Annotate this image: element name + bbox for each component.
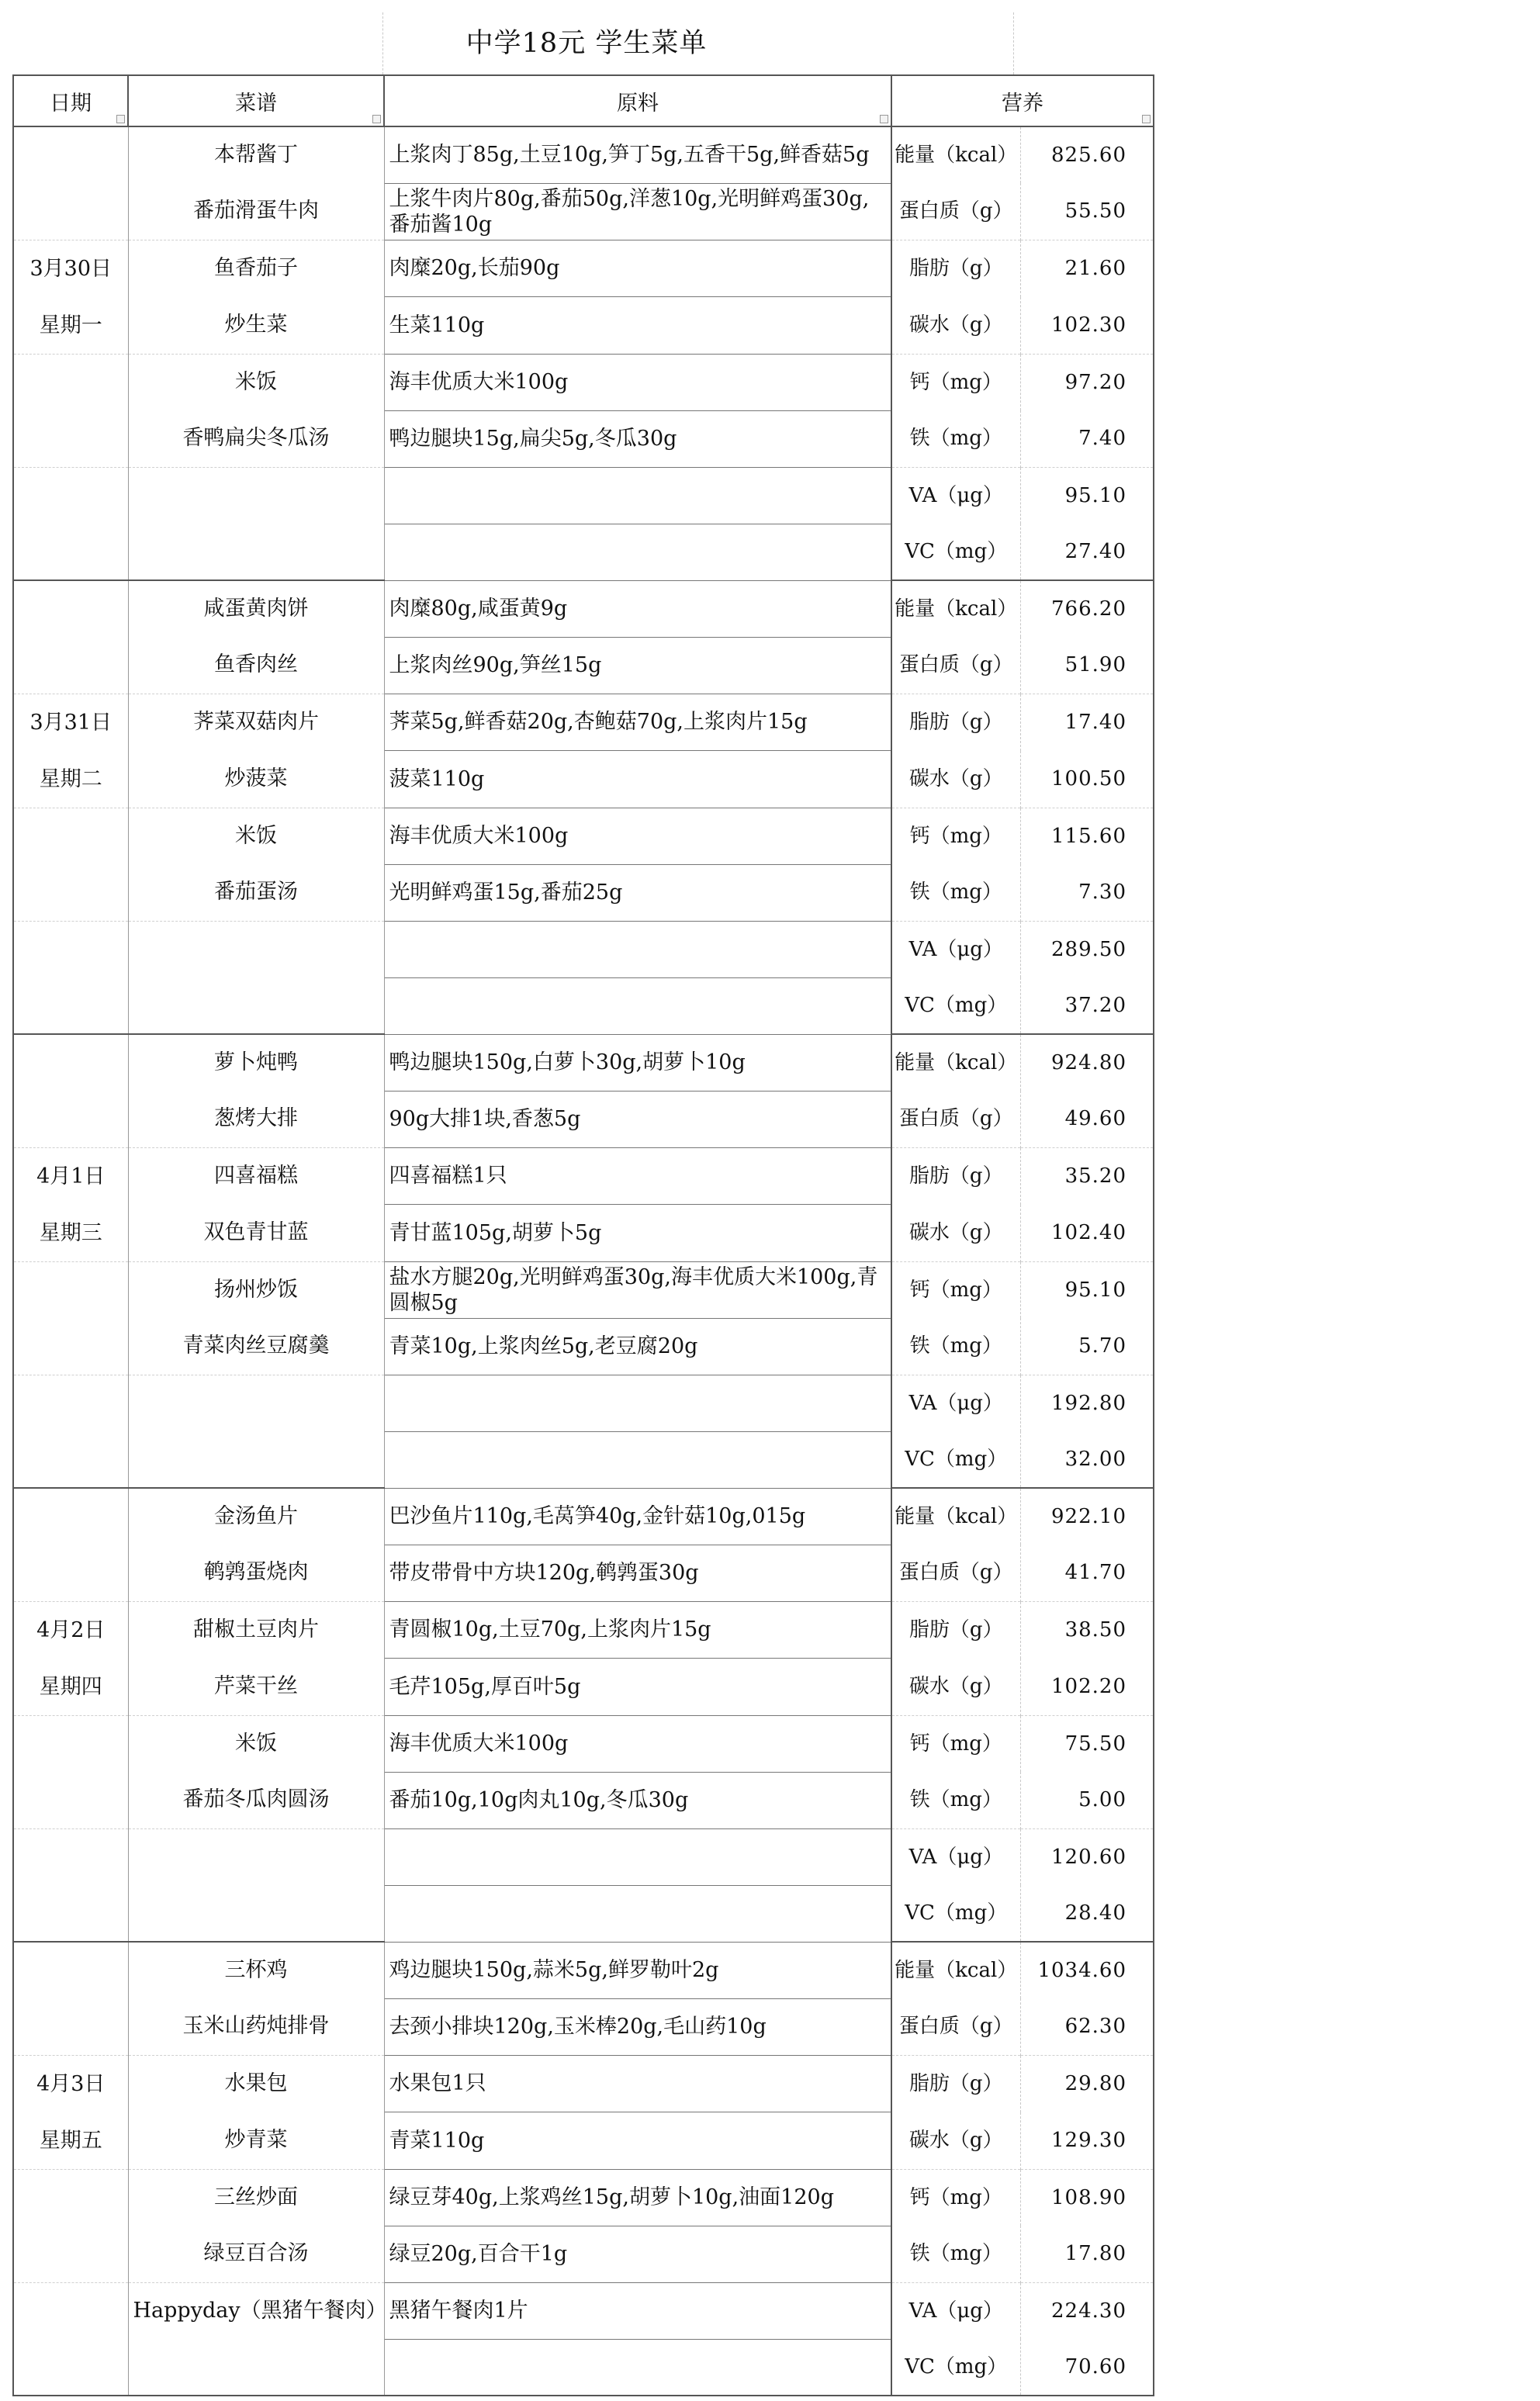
material-cell[interactable]: 绿豆20g,百合干1g — [384, 2226, 891, 2282]
weekday-cell[interactable]: 星期一 — [13, 297, 128, 355]
table-row — [13, 1942, 1154, 1998]
weekday-cell[interactable]: 星期四 — [13, 1659, 128, 1716]
table-row — [13, 524, 1154, 580]
nutrient-value-cell[interactable]: 27.40 — [1020, 524, 1154, 580]
dish-cell[interactable]: 番茄滑蛋牛肉 — [128, 183, 384, 240]
dish-cell[interactable] — [128, 977, 384, 1034]
nutrient-label-cell[interactable]: VC（mg） — [891, 2339, 1020, 2396]
nutrient-value-cell[interactable]: 102.30 — [1020, 297, 1154, 355]
material-cell[interactable]: 青菜10g,上浆肉丝5g,老豆腐20g — [384, 1318, 891, 1375]
weekday-cell[interactable]: 星期二 — [13, 751, 128, 808]
table-row — [13, 1431, 1154, 1488]
dish-cell[interactable]: 米饭 — [128, 1715, 384, 1772]
date-cell[interactable] — [13, 1431, 128, 1488]
dish-cell[interactable]: 三丝炒面 — [128, 2169, 384, 2226]
nutrient-label-cell[interactable]: 脂肪（g） — [891, 694, 1020, 751]
material-cell[interactable]: 青圆椒10g,土豆70g,上浆肉片15g — [384, 1601, 891, 1659]
nutrient-label-cell[interactable]: 碳水（g） — [891, 2112, 1020, 2170]
dish-cell[interactable]: 咸蛋黄肉饼 — [128, 580, 384, 637]
dish-cell[interactable]: 扬州炒饭 — [128, 1261, 384, 1318]
nutrient-label-cell[interactable]: 铁（mg） — [891, 864, 1020, 921]
material-cell[interactable]: 上浆肉丁85g,土豆10g,笋丁5g,五香干5g,鲜香菇5g — [384, 126, 891, 183]
date-cell[interactable] — [13, 1715, 128, 1772]
nutrient-value-cell[interactable]: 129.30 — [1020, 2112, 1154, 2170]
material-cell[interactable]: 番茄10g,10g肉丸10g,冬瓜30g — [384, 1772, 891, 1828]
dish-cell[interactable]: 青菜肉丝豆腐羹 — [128, 1318, 384, 1375]
date-cell[interactable] — [13, 1545, 128, 1601]
material-cell[interactable] — [384, 1828, 891, 1885]
material-cell[interactable] — [384, 1885, 891, 1942]
date-cell[interactable] — [13, 580, 128, 637]
material-cell[interactable]: 海丰优质大米100g — [384, 354, 891, 410]
date-cell[interactable] — [13, 637, 128, 694]
nutrient-value-cell[interactable]: 7.30 — [1020, 864, 1154, 921]
material-cell[interactable]: 青菜110g — [384, 2112, 891, 2170]
nutrient-label-cell[interactable]: 能量（kcal） — [891, 1034, 1020, 1091]
nutrient-value-cell[interactable]: 29.80 — [1020, 2055, 1154, 2112]
cell-divider — [1013, 12, 1014, 74]
nutrient-label-cell[interactable]: 脂肪（g） — [891, 1147, 1020, 1205]
nutrient-value-cell[interactable]: 37.20 — [1020, 977, 1154, 1034]
nutrient-value-cell[interactable]: 1034.60 — [1020, 1942, 1154, 1998]
dish-cell[interactable] — [128, 921, 384, 977]
dish-cell[interactable]: 四喜福糕 — [128, 1147, 384, 1205]
header-row — [13, 75, 1154, 126]
nutrient-label-cell[interactable]: 碳水（g） — [891, 1659, 1020, 1716]
table-row — [13, 2282, 1154, 2339]
material-cell[interactable]: 鸡边腿块150g,蒜米5g,鲜罗勒叶2g — [384, 1942, 891, 1998]
nutrient-label-cell[interactable]: VA（μg） — [891, 2282, 1020, 2339]
header-material-label: 原料 — [617, 91, 659, 116]
nutrient-label-cell[interactable]: VA（μg） — [891, 1828, 1020, 1885]
menu-body — [13, 126, 1154, 2396]
nutrient-value-cell[interactable]: 41.70 — [1020, 1545, 1154, 1601]
nutrient-value-cell[interactable]: 5.00 — [1020, 1772, 1154, 1828]
date-cell[interactable] — [13, 2339, 128, 2396]
dish-cell[interactable]: 葱烤大排 — [128, 1091, 384, 1147]
dish-cell[interactable]: 本帮酱丁 — [128, 126, 384, 183]
dish-cell[interactable] — [128, 1828, 384, 1885]
material-cell[interactable] — [384, 467, 891, 524]
table-row — [13, 751, 1154, 808]
date-cell[interactable]: 3月30日 — [13, 240, 128, 297]
table-row — [13, 410, 1154, 467]
date-cell[interactable]: 4月3日 — [13, 2055, 128, 2112]
table-row — [13, 240, 1154, 297]
table-row — [13, 467, 1154, 524]
material-cell[interactable]: 绿豆芽40g,上浆鸡丝15g,胡萝卜10g,油面120g — [384, 2169, 891, 2226]
date-cell[interactable] — [13, 2282, 128, 2339]
material-cell[interactable]: 四喜福糕1只 — [384, 1147, 891, 1205]
dish-cell[interactable]: 鱼香肉丝 — [128, 637, 384, 694]
nutrient-label-cell[interactable]: 钙（mg） — [891, 2169, 1020, 2226]
table-row — [13, 2339, 1154, 2396]
dish-cell[interactable]: 甜椒土豆肉片 — [128, 1601, 384, 1659]
nutrient-label-cell[interactable]: 能量（kcal） — [891, 126, 1020, 183]
nutrient-value-cell[interactable]: 17.80 — [1020, 2226, 1154, 2282]
material-cell[interactable]: 去颈小排块120g,玉米棒20g,毛山药10g — [384, 1998, 891, 2055]
nutrient-value-cell[interactable]: 924.80 — [1020, 1034, 1154, 1091]
material-cell[interactable]: 黑猪午餐肉1片 — [384, 2282, 891, 2339]
dish-cell[interactable] — [128, 1885, 384, 1942]
nutrient-label-cell[interactable]: 铁（mg） — [891, 1318, 1020, 1375]
dish-cell[interactable]: 金汤鱼片 — [128, 1488, 384, 1545]
table-row — [13, 977, 1154, 1034]
table-row — [13, 1034, 1154, 1091]
page-title: 中学18元 学生菜单 — [465, 28, 708, 59]
table-row — [13, 126, 1154, 183]
nutrient-value-cell[interactable]: 35.20 — [1020, 1147, 1154, 1205]
table-row — [13, 1205, 1154, 1262]
table-row — [13, 1261, 1154, 1318]
nutrient-label-cell[interactable]: 脂肪（g） — [891, 2055, 1020, 2112]
nutrient-label-cell[interactable]: VA（μg） — [891, 921, 1020, 977]
date-cell[interactable] — [13, 921, 128, 977]
nutrient-label-cell[interactable]: VC（mg） — [891, 1885, 1020, 1942]
nutrient-label-cell[interactable]: 蛋白质（g） — [891, 637, 1020, 694]
date-cell[interactable] — [13, 2226, 128, 2282]
material-cell[interactable]: 毛芹105g,厚百叶5g — [384, 1659, 891, 1716]
table-row — [13, 183, 1154, 240]
material-cell[interactable]: 鸭边腿块150g,白萝卜30g,胡萝卜10g — [384, 1034, 891, 1091]
dish-cell[interactable] — [128, 467, 384, 524]
table-row — [13, 1601, 1154, 1659]
material-cell[interactable]: 海丰优质大米100g — [384, 1715, 891, 1772]
nutrient-value-cell[interactable]: 97.20 — [1020, 354, 1154, 410]
table-row — [13, 1545, 1154, 1601]
date-cell[interactable] — [13, 977, 128, 1034]
material-cell[interactable]: 盐水方腿20g,光明鲜鸡蛋30g,海丰优质大米100g,青圆椒5g — [384, 1261, 891, 1318]
nutrient-value-cell[interactable]: 21.60 — [1020, 240, 1154, 297]
date-cell[interactable] — [13, 183, 128, 240]
table-row — [13, 694, 1154, 751]
nutrient-value-cell[interactable]: 766.20 — [1020, 580, 1154, 637]
dish-cell[interactable]: 炒生菜 — [128, 297, 384, 355]
dish-cell[interactable]: 番茄蛋汤 — [128, 864, 384, 921]
table-row — [13, 1375, 1154, 1431]
filter-dropdown-icon[interactable] — [116, 115, 125, 123]
date-cell[interactable]: 3月31日 — [13, 694, 128, 751]
nutrient-label-cell[interactable]: 脂肪（g） — [891, 240, 1020, 297]
nutrient-label-cell[interactable]: 蛋白质（g） — [891, 1998, 1020, 2055]
nutrient-value-cell[interactable]: 120.60 — [1020, 1828, 1154, 1885]
nutrient-value-cell[interactable]: 192.80 — [1020, 1375, 1154, 1431]
menu-sheet — [12, 12, 1154, 2396]
material-cell[interactable]: 带皮带骨中方块120g,鹌鹑蛋30g — [384, 1545, 891, 1601]
dish-cell[interactable]: 米饭 — [128, 354, 384, 410]
material-cell[interactable] — [384, 2339, 891, 2396]
material-cell[interactable]: 青甘蓝105g,胡萝卜5g — [384, 1205, 891, 1262]
nutrient-label-cell[interactable]: 铁（mg） — [891, 410, 1020, 467]
nutrient-value-cell[interactable]: 55.50 — [1020, 183, 1154, 240]
table-row — [13, 1998, 1154, 2055]
nutrient-label-cell[interactable]: 碳水（g） — [891, 1205, 1020, 1262]
material-cell[interactable]: 肉糜80g,咸蛋黄9g — [384, 580, 891, 637]
title-row — [12, 12, 1153, 74]
table-row — [13, 1659, 1154, 1716]
date-cell[interactable] — [13, 864, 128, 921]
material-cell[interactable] — [384, 1375, 891, 1431]
nutrient-label-cell[interactable]: VA（μg） — [891, 1375, 1020, 1431]
nutrient-value-cell[interactable]: 100.50 — [1020, 751, 1154, 808]
date-cell[interactable]: 4月2日 — [13, 1601, 128, 1659]
table-row — [13, 1715, 1154, 1772]
dish-cell[interactable]: 水果包 — [128, 2055, 384, 2112]
material-cell[interactable]: 肉糜20g,长茄90g — [384, 240, 891, 297]
nutrient-label-cell[interactable]: VC（mg） — [891, 1431, 1020, 1488]
table-row — [13, 580, 1154, 637]
material-cell[interactable] — [384, 524, 891, 580]
date-cell[interactable] — [13, 1998, 128, 2055]
dish-cell[interactable]: 玉米山药炖排骨 — [128, 1998, 384, 2055]
nutrient-value-cell[interactable]: 51.90 — [1020, 637, 1154, 694]
dish-cell[interactable]: 米饭 — [128, 808, 384, 864]
nutrient-label-cell[interactable]: 蛋白质（g） — [891, 183, 1020, 240]
nutrient-label-cell[interactable]: VC（mg） — [891, 524, 1020, 580]
filter-dropdown-icon[interactable] — [372, 115, 381, 123]
cell-divider — [382, 12, 383, 74]
table-row — [13, 637, 1154, 694]
date-cell[interactable] — [13, 1828, 128, 1885]
dish-cell[interactable] — [128, 2339, 384, 2396]
dish-cell[interactable]: 炒菠菜 — [128, 751, 384, 808]
nutrient-label-cell[interactable]: 蛋白质（g） — [891, 1091, 1020, 1147]
material-cell[interactable]: 水果包1只 — [384, 2055, 891, 2112]
nutrient-value-cell[interactable]: 825.60 — [1020, 126, 1154, 183]
table-row — [13, 2226, 1154, 2282]
header-nutrition[interactable] — [891, 75, 1154, 126]
nutrient-label-cell[interactable]: 碳水（g） — [891, 297, 1020, 355]
table-row — [13, 2112, 1154, 2170]
table-row — [13, 2055, 1154, 2112]
table-row — [13, 1091, 1154, 1147]
date-cell[interactable] — [13, 524, 128, 580]
material-cell[interactable]: 90g大排1块,香葱5g — [384, 1091, 891, 1147]
material-cell[interactable] — [384, 1431, 891, 1488]
material-cell[interactable]: 光明鲜鸡蛋15g,番茄25g — [384, 864, 891, 921]
dish-cell[interactable]: 鱼香茄子 — [128, 240, 384, 297]
dish-cell[interactable]: 三杯鸡 — [128, 1942, 384, 1998]
nutrient-value-cell[interactable]: 115.60 — [1020, 808, 1154, 864]
nutrient-label-cell[interactable]: 能量（kcal） — [891, 1942, 1020, 1998]
dish-cell[interactable]: 番茄冬瓜肉圆汤 — [128, 1772, 384, 1828]
material-cell[interactable]: 上浆肉丝90g,笋丝15g — [384, 637, 891, 694]
material-cell[interactable] — [384, 921, 891, 977]
dish-cell[interactable]: 炒青菜 — [128, 2112, 384, 2170]
date-cell[interactable] — [13, 410, 128, 467]
date-cell[interactable]: 4月1日 — [13, 1147, 128, 1205]
nutrient-value-cell[interactable]: 7.40 — [1020, 410, 1154, 467]
date-cell[interactable] — [13, 1942, 128, 1998]
material-cell[interactable] — [384, 977, 891, 1034]
date-cell[interactable] — [13, 1261, 128, 1318]
nutrient-value-cell[interactable]: 95.10 — [1020, 467, 1154, 524]
weekday-cell[interactable]: 星期五 — [13, 2112, 128, 2170]
date-cell[interactable] — [13, 126, 128, 183]
dish-cell[interactable] — [128, 524, 384, 580]
table-row — [13, 1885, 1154, 1942]
table-row — [13, 1488, 1154, 1545]
dish-cell[interactable]: 鹌鹑蛋烧肉 — [128, 1545, 384, 1601]
dish-cell[interactable]: 芹菜干丝 — [128, 1659, 384, 1716]
header-dish[interactable] — [128, 75, 384, 126]
nutrient-label-cell[interactable]: 钙（mg） — [891, 1715, 1020, 1772]
nutrient-value-cell[interactable]: 32.00 — [1020, 1431, 1154, 1488]
nutrient-label-cell[interactable]: 铁（mg） — [891, 2226, 1020, 2282]
material-cell[interactable]: 上浆牛肉片80g,番茄50g,洋葱10g,光明鲜鸡蛋30g,番茄酱10g — [384, 183, 891, 240]
date-cell[interactable] — [13, 1772, 128, 1828]
date-cell[interactable] — [13, 1488, 128, 1545]
header-date-label: 日期 — [50, 91, 92, 116]
nutrient-label-cell[interactable]: 能量（kcal） — [891, 1488, 1020, 1545]
nutrient-value-cell[interactable]: 224.30 — [1020, 2282, 1154, 2339]
nutrient-value-cell[interactable]: 102.20 — [1020, 1659, 1154, 1716]
nutrient-value-cell[interactable]: 102.40 — [1020, 1205, 1154, 1262]
material-cell[interactable]: 鸭边腿块15g,扁尖5g,冬瓜30g — [384, 410, 891, 467]
nutrient-label-cell[interactable]: 铁（mg） — [891, 1772, 1020, 1828]
nutrient-label-cell[interactable]: 脂肪（g） — [891, 1601, 1020, 1659]
material-cell[interactable]: 菠菜110g — [384, 751, 891, 808]
dish-cell[interactable]: 绿豆百合汤 — [128, 2226, 384, 2282]
dish-cell[interactable]: 香鸭扁尖冬瓜汤 — [128, 410, 384, 467]
nutrient-value-cell[interactable]: 75.50 — [1020, 1715, 1154, 1772]
table-row — [13, 1772, 1154, 1828]
menu-table — [12, 74, 1154, 2396]
dish-cell[interactable]: Happyday（黑猪午餐肉） — [128, 2282, 384, 2339]
nutrient-value-cell[interactable]: 108.90 — [1020, 2169, 1154, 2226]
header-date[interactable] — [13, 75, 128, 126]
nutrient-value-cell[interactable]: 62.30 — [1020, 1998, 1154, 2055]
nutrient-label-cell[interactable]: VA（μg） — [891, 467, 1020, 524]
header-nutrition-label: 营养 — [1002, 91, 1043, 116]
nutrient-label-cell[interactable]: 蛋白质（g） — [891, 1545, 1020, 1601]
date-cell[interactable] — [13, 2169, 128, 2226]
date-cell[interactable] — [13, 467, 128, 524]
nutrient-label-cell[interactable]: 能量（kcal） — [891, 580, 1020, 637]
date-cell[interactable] — [13, 1375, 128, 1431]
nutrient-label-cell[interactable]: 钙（mg） — [891, 808, 1020, 864]
nutrient-value-cell[interactable]: 70.60 — [1020, 2339, 1154, 2396]
filter-dropdown-icon[interactable] — [1142, 115, 1151, 123]
table-row — [13, 921, 1154, 977]
date-cell[interactable] — [13, 1885, 128, 1942]
date-cell[interactable] — [13, 808, 128, 864]
nutrient-value-cell[interactable]: 289.50 — [1020, 921, 1154, 977]
nutrient-label-cell[interactable]: 钙（mg） — [891, 354, 1020, 410]
material-cell[interactable]: 巴沙鱼片110g,毛莴笋40g,金针菇10g,015g — [384, 1488, 891, 1545]
nutrient-value-cell[interactable]: 95.10 — [1020, 1261, 1154, 1318]
dish-cell[interactable] — [128, 1375, 384, 1431]
nutrient-value-cell[interactable]: 49.60 — [1020, 1091, 1154, 1147]
nutrient-value-cell[interactable]: 28.40 — [1020, 1885, 1154, 1942]
date-cell[interactable] — [13, 1034, 128, 1091]
nutrient-value-cell[interactable]: 17.40 — [1020, 694, 1154, 751]
nutrient-value-cell[interactable]: 922.10 — [1020, 1488, 1154, 1545]
nutrient-label-cell[interactable]: VC（mg） — [891, 977, 1020, 1034]
dish-cell[interactable] — [128, 1431, 384, 1488]
dish-cell[interactable]: 萝卜炖鸭 — [128, 1034, 384, 1091]
filter-dropdown-icon[interactable] — [880, 115, 888, 123]
table-row — [13, 297, 1154, 355]
material-cell[interactable]: 生菜110g — [384, 297, 891, 355]
nutrient-label-cell[interactable]: 碳水（g） — [891, 751, 1020, 808]
header-material[interactable] — [384, 75, 891, 126]
date-cell[interactable] — [13, 354, 128, 410]
material-cell[interactable]: 荠菜5g,鲜香菇20g,杏鲍菇70g,上浆肉片15g — [384, 694, 891, 751]
table-row — [13, 2169, 1154, 2226]
table-row — [13, 864, 1154, 921]
table-row — [13, 354, 1154, 410]
material-cell[interactable]: 海丰优质大米100g — [384, 808, 891, 864]
nutrient-label-cell[interactable]: 钙（mg） — [891, 1261, 1020, 1318]
table-row — [13, 1318, 1154, 1375]
dish-cell[interactable]: 荠菜双菇肉片 — [128, 694, 384, 751]
nutrient-value-cell[interactable]: 38.50 — [1020, 1601, 1154, 1659]
table-row — [13, 1147, 1154, 1205]
table-row — [13, 808, 1154, 864]
date-cell[interactable] — [13, 1318, 128, 1375]
table-row — [13, 1828, 1154, 1885]
date-cell[interactable] — [13, 1091, 128, 1147]
header-dish-label: 菜谱 — [235, 91, 277, 116]
nutrient-value-cell[interactable]: 5.70 — [1020, 1318, 1154, 1375]
weekday-cell[interactable]: 星期三 — [13, 1205, 128, 1262]
dish-cell[interactable]: 双色青甘蓝 — [128, 1205, 384, 1262]
